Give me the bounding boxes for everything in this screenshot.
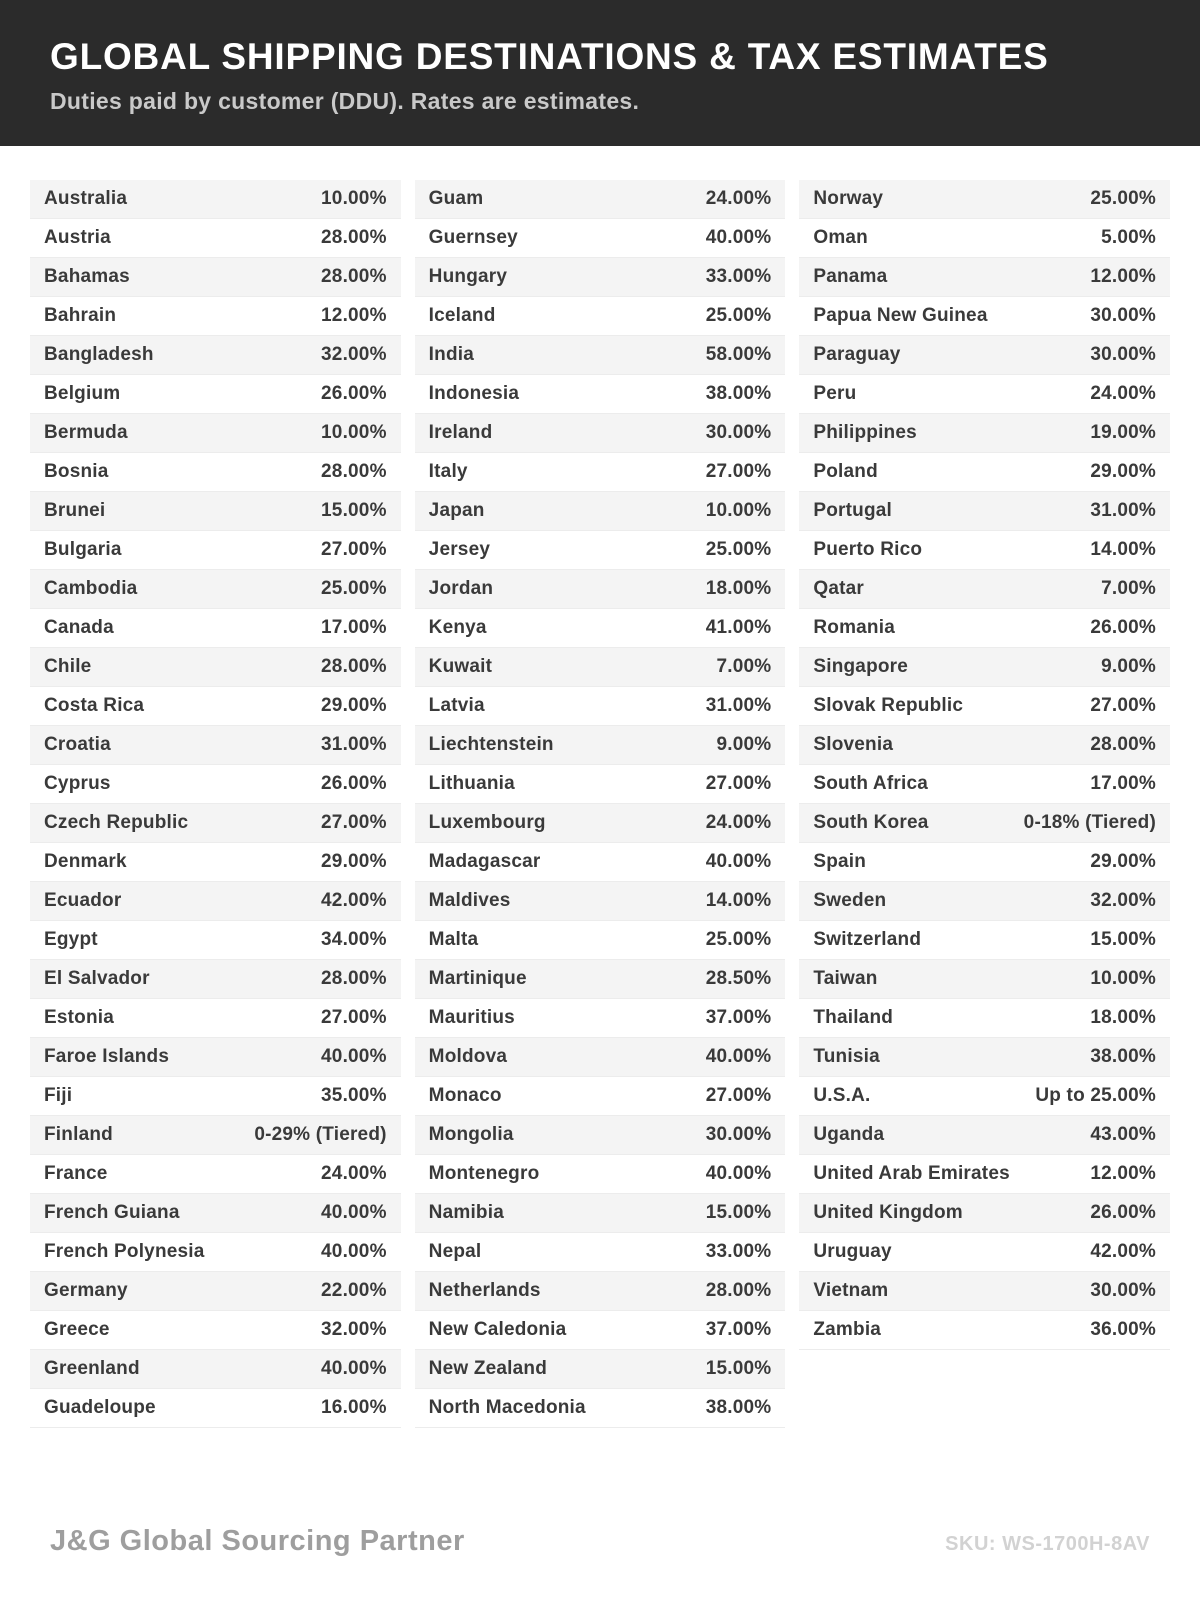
table-row	[415, 804, 786, 843]
country-label: Ecuador	[44, 890, 122, 911]
table-row	[30, 492, 401, 531]
country-label: South Africa	[813, 773, 928, 794]
country-label: Moldova	[428, 1046, 508, 1067]
country-label: New Caledonia	[428, 1319, 567, 1340]
country-label: French Polynesia	[44, 1241, 205, 1262]
country-label: Belgium	[44, 383, 121, 404]
table-row	[415, 492, 786, 531]
country-label: Estonia	[44, 1007, 115, 1028]
table-row	[30, 1389, 401, 1428]
country-label: Slovak Republic	[813, 695, 964, 716]
table-row	[799, 453, 1170, 492]
rate-value: Up to 25.00%	[1035, 1085, 1157, 1106]
rate-value: 40.00%	[705, 1163, 772, 1184]
brand-text: J&G Global Sourcing Partner	[50, 1525, 465, 1557]
table-row	[30, 531, 401, 570]
rate-value: 28.00%	[321, 266, 387, 287]
table-row	[799, 1272, 1170, 1311]
country-label: Oman	[813, 227, 868, 248]
table-row	[415, 648, 786, 687]
rate-value: 15.00%	[705, 1202, 772, 1223]
country-label: U.S.A.	[813, 1085, 871, 1106]
table-row	[415, 180, 786, 219]
footer	[0, 1525, 1200, 1558]
rate-value: 22.00%	[321, 1280, 387, 1301]
rate-value: 24.00%	[705, 812, 772, 833]
table-row	[799, 492, 1170, 531]
country-label: Czech Republic	[44, 812, 189, 833]
rate-value: 32.00%	[1090, 890, 1157, 911]
country-label: French Guiana	[44, 1202, 180, 1223]
rate-value: 18.00%	[1090, 1007, 1157, 1028]
table-row	[799, 726, 1170, 765]
rate-value: 30.00%	[1090, 305, 1157, 326]
country-label: Puerto Rico	[813, 539, 923, 560]
table-row	[799, 1194, 1170, 1233]
table-row	[799, 765, 1170, 804]
country-label: El Salvador	[44, 968, 150, 989]
page-subtitle: Duties paid by customer (DDU). Rates are estimates.	[50, 88, 640, 114]
table-row	[799, 297, 1170, 336]
rate-value: 32.00%	[321, 1319, 387, 1340]
rate-value: 10.00%	[1090, 968, 1157, 989]
rate-column	[30, 180, 401, 1428]
table-row	[415, 921, 786, 960]
table-row	[799, 1116, 1170, 1155]
rate-value: 40.00%	[705, 1046, 772, 1067]
country-label: Greenland	[44, 1358, 140, 1379]
country-label: Namibia	[428, 1202, 504, 1223]
table-row	[30, 336, 401, 375]
country-label: Madagascar	[428, 851, 541, 872]
country-label: Guadeloupe	[44, 1397, 156, 1418]
table-row	[415, 882, 786, 921]
table-row	[30, 1233, 401, 1272]
country-label: Vietnam	[813, 1280, 889, 1301]
table-row	[799, 375, 1170, 414]
rate-value: 28.00%	[321, 461, 387, 482]
country-label: Singapore	[813, 656, 909, 677]
table-row	[415, 1038, 786, 1077]
country-label: Croatia	[44, 734, 111, 755]
table-row	[799, 219, 1170, 258]
country-label: Netherlands	[428, 1280, 541, 1301]
rate-value: 10.00%	[321, 188, 387, 209]
table-row	[415, 1116, 786, 1155]
country-label: Japan	[428, 500, 485, 521]
rate-value: 17.00%	[1090, 773, 1157, 794]
country-label: Germany	[44, 1280, 128, 1301]
rate-value: 0-18% (Tiered)	[1023, 812, 1157, 833]
country-label: Peru	[813, 383, 857, 404]
country-label: Bahrain	[44, 305, 117, 326]
rate-value: 29.00%	[1090, 851, 1157, 872]
table-row	[415, 297, 786, 336]
table-row	[415, 453, 786, 492]
rate-value: 38.00%	[705, 1397, 772, 1418]
country-label: Brunei	[44, 500, 106, 521]
country-label: South Korea	[813, 812, 929, 833]
rate-value: 17.00%	[321, 617, 387, 638]
rate-value: 26.00%	[1090, 617, 1157, 638]
rate-value: 25.00%	[705, 929, 772, 950]
table-row	[30, 570, 401, 609]
rate-value: 40.00%	[705, 851, 772, 872]
table-row	[415, 375, 786, 414]
rate-value: 31.00%	[321, 734, 387, 755]
country-label: Bahamas	[44, 266, 130, 287]
table-row	[415, 1077, 786, 1116]
country-label: Cyprus	[44, 773, 111, 794]
table-row	[30, 453, 401, 492]
table-row	[799, 531, 1170, 570]
table-row	[30, 258, 401, 297]
table-row	[30, 1077, 401, 1116]
table-row	[415, 1272, 786, 1311]
rate-value: 0-29% (Tiered)	[254, 1124, 387, 1145]
table-row	[415, 1233, 786, 1272]
table-row	[799, 960, 1170, 999]
table-row	[30, 1350, 401, 1389]
rate-value: 25.00%	[705, 305, 772, 326]
rate-value: 27.00%	[705, 1085, 772, 1106]
table-row	[30, 843, 401, 882]
rate-value: 29.00%	[321, 695, 387, 716]
country-label: Ireland	[428, 422, 493, 443]
rate-value: 19.00%	[1090, 422, 1157, 443]
country-label: Zambia	[813, 1319, 882, 1340]
rate-value: 25.00%	[705, 539, 772, 560]
country-label: Norway	[813, 188, 884, 209]
rate-value: 31.00%	[1090, 500, 1157, 521]
rate-value: 26.00%	[321, 383, 387, 404]
country-label: Jordan	[428, 578, 494, 599]
country-label: Thailand	[813, 1007, 894, 1028]
country-label: Monaco	[428, 1085, 502, 1106]
table-row	[415, 1155, 786, 1194]
country-label: Bulgaria	[44, 539, 122, 560]
rate-value: 33.00%	[705, 266, 772, 287]
rate-value: 42.00%	[1090, 1241, 1157, 1262]
rate-value: 26.00%	[321, 773, 387, 794]
country-label: Tunisia	[813, 1046, 880, 1067]
country-label: France	[44, 1163, 108, 1184]
rate-value: 43.00%	[1090, 1124, 1157, 1145]
table-row	[415, 219, 786, 258]
rate-value: 28.00%	[321, 968, 387, 989]
rate-value: 40.00%	[321, 1358, 387, 1379]
table-row	[799, 648, 1170, 687]
table-row	[30, 765, 401, 804]
country-label: Italy	[428, 461, 468, 482]
table-row	[415, 336, 786, 375]
rate-value: 27.00%	[321, 812, 387, 833]
rate-value: 10.00%	[705, 500, 772, 521]
rate-value: 28.00%	[1090, 734, 1157, 755]
table-row	[30, 1311, 401, 1350]
rate-value: 40.00%	[321, 1046, 387, 1067]
table-row	[799, 570, 1170, 609]
country-label: Bangladesh	[44, 344, 154, 365]
country-label: Jersey	[428, 539, 491, 560]
rate-value: 38.00%	[1090, 1046, 1157, 1067]
table-row	[30, 609, 401, 648]
table-row	[799, 687, 1170, 726]
country-label: Canada	[44, 617, 114, 638]
rate-value: 33.00%	[705, 1241, 772, 1262]
table-row	[415, 1194, 786, 1233]
country-label: Bosnia	[44, 461, 109, 482]
table-row	[30, 1194, 401, 1233]
table-row	[415, 258, 786, 297]
rate-value: 15.00%	[321, 500, 387, 521]
country-label: United Kingdom	[813, 1202, 963, 1223]
table-row	[799, 258, 1170, 297]
rate-value: 40.00%	[321, 1202, 387, 1223]
rate-value: 28.00%	[321, 227, 387, 248]
table-row	[799, 336, 1170, 375]
country-label: Luxembourg	[428, 812, 546, 833]
rate-value: 5.00%	[1101, 227, 1157, 248]
country-label: Montenegro	[428, 1163, 540, 1184]
rate-value: 27.00%	[321, 1007, 387, 1028]
table-row	[415, 1389, 786, 1428]
page-title: GLOBAL SHIPPING DESTINATIONS & TAX ESTIMATES	[50, 36, 1049, 77]
table-row	[799, 843, 1170, 882]
country-label: Finland	[44, 1124, 113, 1145]
rate-value: 10.00%	[321, 422, 387, 443]
rate-value: 30.00%	[1090, 1280, 1157, 1301]
table-row	[30, 882, 401, 921]
country-label: Hungary	[428, 266, 508, 287]
rate-value: 28.00%	[705, 1280, 772, 1301]
country-label: Portugal	[813, 500, 893, 521]
country-label: Guam	[428, 188, 484, 209]
country-label: Switzerland	[813, 929, 922, 950]
rate-value: 12.00%	[1090, 1163, 1157, 1184]
country-label: Slovenia	[813, 734, 894, 755]
table-row	[30, 1116, 401, 1155]
country-label: Sweden	[813, 890, 887, 911]
country-label: Maldives	[428, 890, 511, 911]
rate-value: 7.00%	[716, 656, 772, 677]
rate-value: 34.00%	[321, 929, 387, 950]
country-label: India	[428, 344, 475, 365]
table-row	[30, 648, 401, 687]
country-label: Guernsey	[428, 227, 518, 248]
rate-value: 30.00%	[705, 422, 772, 443]
table-row	[30, 219, 401, 258]
table-row	[799, 999, 1170, 1038]
country-label: Fiji	[44, 1085, 73, 1106]
country-label: Kenya	[428, 617, 487, 638]
rate-value: 14.00%	[705, 890, 772, 911]
rate-value: 25.00%	[321, 578, 387, 599]
country-label: Australia	[44, 188, 128, 209]
table-row	[415, 687, 786, 726]
rate-value: 30.00%	[1090, 344, 1157, 365]
table-row	[799, 609, 1170, 648]
country-label: Philippines	[813, 422, 917, 443]
rate-value: 31.00%	[705, 695, 772, 716]
table-row	[30, 1272, 401, 1311]
table-row	[30, 804, 401, 843]
country-label: Qatar	[813, 578, 864, 599]
rate-value: 36.00%	[1090, 1319, 1157, 1340]
page-header	[0, 0, 1200, 146]
country-label: Costa Rica	[44, 695, 145, 716]
country-label: Liechtenstein	[428, 734, 554, 755]
country-label: Greece	[44, 1319, 110, 1340]
rate-value: 32.00%	[321, 344, 387, 365]
country-label: Uganda	[813, 1124, 885, 1145]
country-label: Panama	[813, 266, 888, 287]
table-row	[415, 1311, 786, 1350]
country-label: Paraguay	[813, 344, 901, 365]
table-row	[799, 1233, 1170, 1272]
sku-text: SKU: WS-1700H-8AV	[945, 1533, 1150, 1555]
rate-value: 37.00%	[705, 1319, 772, 1340]
rate-value: 15.00%	[1090, 929, 1157, 950]
country-label: United Arab Emirates	[813, 1163, 1010, 1184]
table-row	[415, 999, 786, 1038]
rate-value: 28.00%	[321, 656, 387, 677]
country-label: Egypt	[44, 929, 98, 950]
rates-table	[0, 146, 1200, 1428]
table-row	[30, 726, 401, 765]
country-label: Kuwait	[428, 656, 493, 677]
table-row	[415, 726, 786, 765]
country-label: Iceland	[428, 305, 496, 326]
table-row	[30, 1038, 401, 1077]
rate-value: 38.00%	[705, 383, 772, 404]
rate-value: 27.00%	[705, 773, 772, 794]
table-row	[30, 180, 401, 219]
rate-column	[415, 180, 786, 1428]
table-row	[415, 765, 786, 804]
country-label: Spain	[813, 851, 867, 872]
country-label: Chile	[44, 656, 92, 677]
table-row	[30, 687, 401, 726]
table-row	[415, 1350, 786, 1389]
rate-column	[799, 180, 1170, 1350]
rate-value: 15.00%	[705, 1358, 772, 1379]
rate-value: 7.00%	[1101, 578, 1157, 599]
rate-value: 27.00%	[321, 539, 387, 560]
country-label: Cambodia	[44, 578, 138, 599]
table-row	[799, 1077, 1170, 1116]
country-label: Latvia	[428, 695, 485, 716]
table-row	[799, 1038, 1170, 1077]
country-label: Austria	[44, 227, 111, 248]
country-label: Malta	[428, 929, 479, 950]
table-row	[799, 882, 1170, 921]
table-row	[30, 921, 401, 960]
country-label: Papua New Guinea	[813, 305, 988, 326]
rate-value: 42.00%	[321, 890, 387, 911]
table-row	[30, 960, 401, 999]
rate-value: 40.00%	[705, 227, 772, 248]
rate-value: 29.00%	[1090, 461, 1157, 482]
country-label: Nepal	[428, 1241, 482, 1262]
rate-value: 41.00%	[705, 617, 772, 638]
table-row	[30, 375, 401, 414]
country-label: Poland	[813, 461, 878, 482]
rate-value: 27.00%	[705, 461, 772, 482]
table-row	[30, 1155, 401, 1194]
rate-value: 27.00%	[1090, 695, 1157, 716]
country-label: Mongolia	[428, 1124, 514, 1145]
table-row	[415, 843, 786, 882]
table-row	[415, 570, 786, 609]
country-label: Romania	[813, 617, 895, 638]
rate-value: 16.00%	[321, 1397, 387, 1418]
country-label: Bermuda	[44, 422, 128, 443]
rate-value: 9.00%	[716, 734, 772, 755]
country-label: Faroe Islands	[44, 1046, 170, 1067]
rate-value: 35.00%	[321, 1085, 387, 1106]
table-row	[415, 531, 786, 570]
rate-value: 12.00%	[321, 305, 387, 326]
table-row	[30, 297, 401, 336]
country-label: Martinique	[428, 968, 527, 989]
rate-value: 24.00%	[1090, 383, 1157, 404]
table-row	[799, 921, 1170, 960]
table-row	[30, 414, 401, 453]
rate-value: 28.50%	[705, 968, 772, 989]
country-label: Taiwan	[813, 968, 878, 989]
rate-value: 14.00%	[1090, 539, 1157, 560]
country-label: Mauritius	[428, 1007, 515, 1028]
rate-value: 29.00%	[321, 851, 387, 872]
country-label: Indonesia	[428, 383, 520, 404]
rate-value: 25.00%	[1090, 188, 1157, 209]
rate-value: 30.00%	[705, 1124, 772, 1145]
table-row	[799, 804, 1170, 843]
rate-value: 12.00%	[1090, 266, 1157, 287]
table-row	[30, 999, 401, 1038]
country-label: North Macedonia	[428, 1397, 586, 1418]
country-label: Denmark	[44, 851, 127, 872]
rate-value: 24.00%	[321, 1163, 387, 1184]
table-row	[799, 1311, 1170, 1350]
rate-value: 9.00%	[1101, 656, 1157, 677]
rate-value: 18.00%	[705, 578, 772, 599]
country-label: Lithuania	[428, 773, 515, 794]
table-row	[799, 414, 1170, 453]
rate-value: 26.00%	[1090, 1202, 1157, 1223]
table-row	[415, 414, 786, 453]
rate-value: 37.00%	[705, 1007, 772, 1028]
rate-value: 24.00%	[705, 188, 772, 209]
table-row	[799, 1155, 1170, 1194]
table-row	[415, 609, 786, 648]
rate-value: 58.00%	[705, 344, 772, 365]
rate-value: 40.00%	[321, 1241, 387, 1262]
table-row	[799, 180, 1170, 219]
country-label: Uruguay	[813, 1241, 892, 1262]
country-label: New Zealand	[428, 1358, 548, 1379]
table-row	[415, 960, 786, 999]
